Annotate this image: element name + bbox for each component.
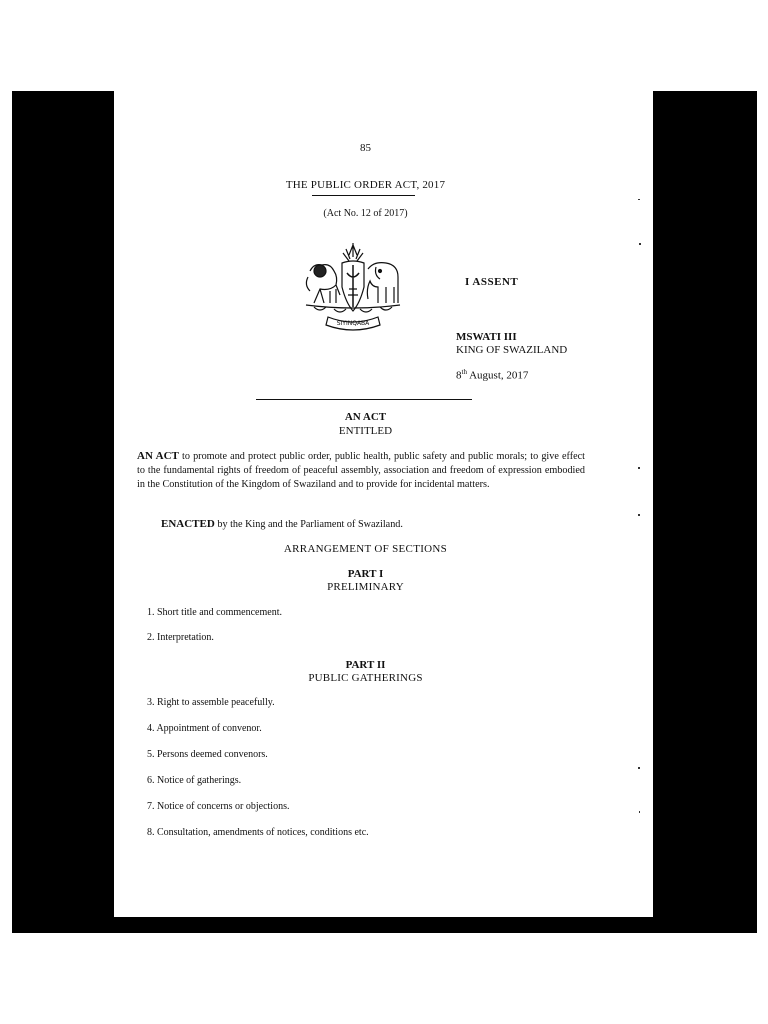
scan-speck (638, 199, 640, 200)
section-item: 1. Short title and commencement. (147, 607, 282, 618)
act-heading: AN ACT (344, 411, 387, 423)
long-title-text: to promote and protect public order, public health, public safety and public morals; to give effect to the fundamental rights of freedom of peaceful assembly, association and freedom of expression embodied in the Constitution of the Kingdom of Swaziland and to provide for incidental matters. (137, 451, 585, 490)
section-item: 7. Notice of concerns or objections. (147, 801, 290, 812)
section-item: 8. Consultation, amendments of notices, conditions etc. (147, 827, 369, 838)
arrangement-heading: ARRANGEMENT OF SECTIONS (283, 543, 448, 555)
document-page (114, 91, 653, 917)
long-title (137, 449, 585, 492)
scan-speck (638, 514, 640, 516)
swaziland-coat-of-arms-icon (300, 241, 406, 333)
page-number: 85 (360, 142, 371, 154)
section-item: 6. Notice of gatherings. (147, 775, 242, 786)
assent-label: I ASSENT (465, 276, 519, 288)
enacting-clause (161, 518, 581, 530)
scan-speck (638, 767, 640, 769)
assent-date-suffix: th (461, 368, 467, 376)
assent-date-day: 8 (456, 369, 462, 382)
king-name: MSWATI III (456, 331, 517, 343)
act-number: (Act No. 12 of 2017) (323, 208, 408, 219)
long-title-lead: AN ACT (137, 450, 179, 462)
part-number: PART I (347, 568, 384, 580)
part-name: PUBLIC GATHERINGS (308, 672, 423, 684)
section-item: 3. Right to assemble peacefully. (147, 697, 275, 708)
king-title: KING OF SWAZILAND (456, 344, 568, 356)
divider-rule (256, 399, 472, 400)
title-underline (312, 195, 415, 196)
enacted-lead: ENACTED (161, 518, 215, 530)
section-item: 2. Interpretation. (147, 632, 214, 643)
scan-speck (639, 811, 640, 813)
section-item: 4. Appointment of convenor. (147, 723, 262, 734)
scan-speck (639, 243, 641, 245)
act-title: THE PUBLIC ORDER ACT, 2017 (285, 179, 446, 191)
assent-date (456, 368, 528, 382)
emblem-motto: SIYINQABA (336, 320, 370, 327)
part-number: PART II (345, 659, 386, 671)
part-name: PRELIMINARY (327, 581, 404, 593)
scan-speck (638, 467, 640, 469)
enacted-text: by the King and the Parliament of Swaziland. (217, 519, 403, 530)
assent-date-rest: August, 2017 (469, 369, 529, 382)
section-item: 5. Persons deemed convenors. (147, 749, 268, 760)
entitled-label: ENTITLED (338, 425, 393, 437)
